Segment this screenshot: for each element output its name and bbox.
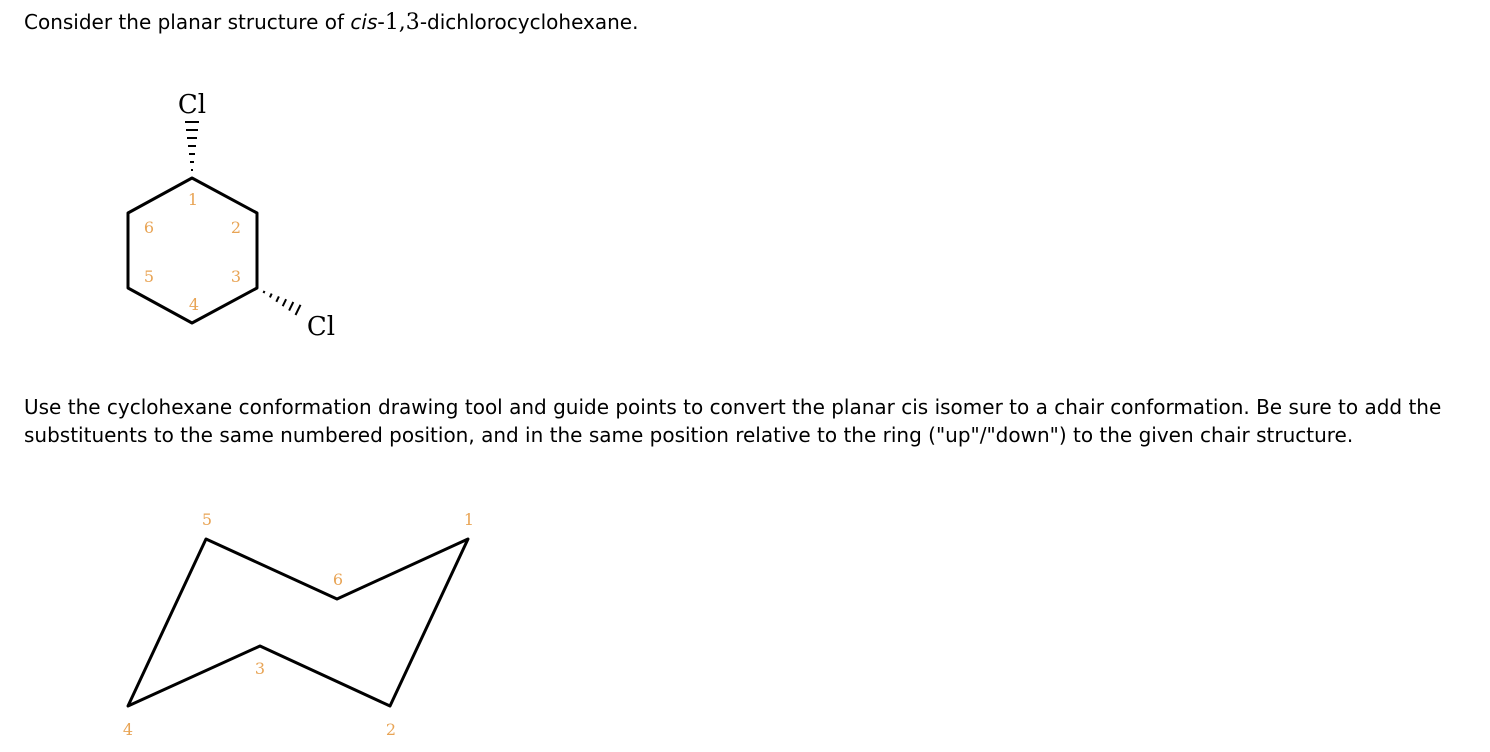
- planar-label-1: 1: [187, 190, 199, 209]
- question-locants: 1,3: [384, 10, 420, 35]
- chair-label-2: 2: [385, 720, 397, 739]
- planar-label-4: 4: [188, 295, 200, 314]
- chair-label-5: 5: [201, 510, 213, 529]
- question-dash: -: [377, 10, 385, 35]
- cl-atom-top: Cl: [177, 90, 207, 120]
- question-cis: cis: [350, 10, 378, 34]
- c1-hashed-bond: [185, 122, 199, 170]
- question-suffix: -dichlorocyclohexane.: [419, 10, 639, 34]
- planar-label-2: 2: [230, 218, 242, 237]
- cl-atom-right: Cl: [306, 312, 336, 342]
- question-prefix: Consider the planar structure of: [24, 10, 351, 34]
- chair-label-6: 6: [332, 570, 344, 589]
- instructions-text: Use the cyclohexane conformation drawing tool and guide points to convert the planar cis isomer to a chair conformation. Be sure to add the substituents to the same numbered position, and in the same position relative to the ring ("up"/"down") to the given chair structure.: [24, 395, 1442, 447]
- planar-label-3: 3: [230, 267, 242, 286]
- planar-structure-diagram: [0, 0, 420, 360]
- chair-label-4: 4: [122, 720, 134, 739]
- chair-ring: [128, 539, 468, 706]
- planar-label-5: 5: [143, 267, 155, 286]
- chair-label-1: 1: [463, 510, 475, 529]
- chair-structure-diagram: [0, 490, 560, 752]
- c3-hashed-bond: [264, 291, 301, 315]
- chair-label-3: 3: [254, 659, 266, 678]
- planar-label-6: 6: [143, 218, 155, 237]
